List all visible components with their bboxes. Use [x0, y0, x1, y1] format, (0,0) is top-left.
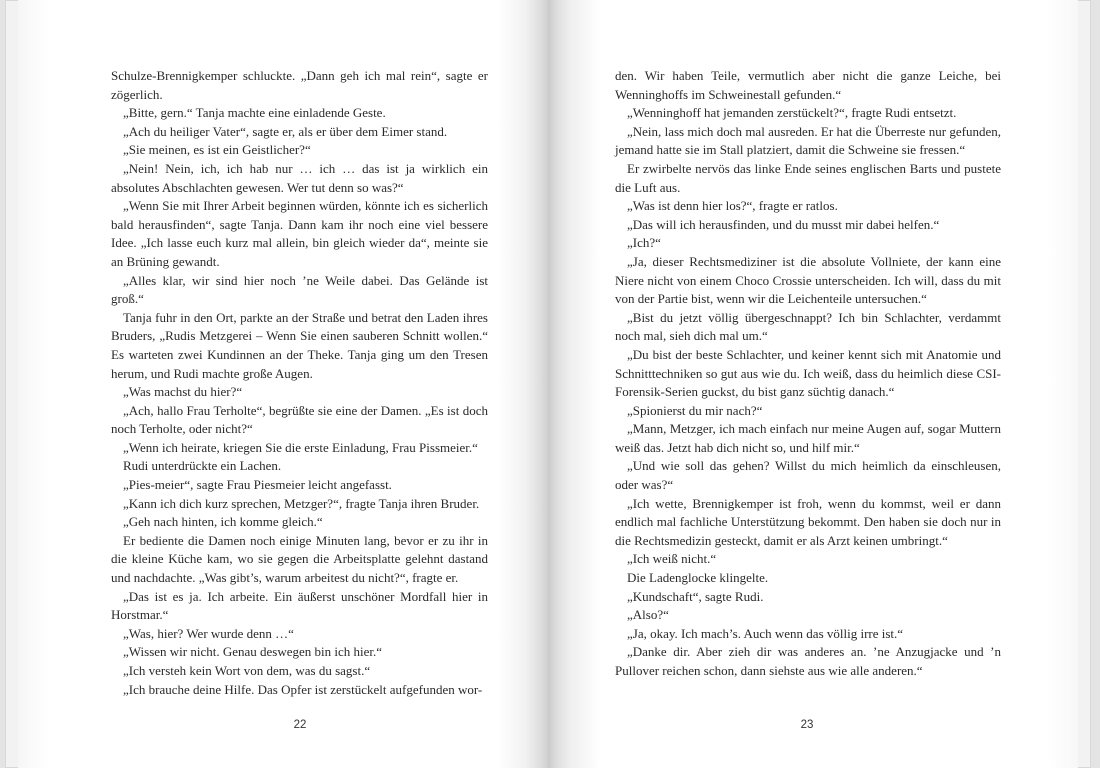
paragraph: „Ich wette, Brennigkemper ist froh, wenn du kommst, weil er dann endlich mal fachliche Unterstützung bekommt. Den haben sie doch nur in die Rechtsmedizin gesteckt, damit er als Arzt keinen umbringt.“	[615, 495, 1001, 548]
page-number: 22	[293, 719, 307, 731]
paragraph: „Ich versteh kein Wort von dem, was du sagst.“	[123, 663, 371, 678]
paragraph: „Ach, hallo Frau Terholte“, begrüßte sie eine der Damen. „Es ist doch noch Terholte, oder nicht?“	[111, 402, 488, 437]
left-page	[18, 0, 548, 768]
paragraph: Schulze-Brennigkemper schluckte. „Dann geh ich mal rein“, sagte er zögerlich.	[111, 68, 488, 102]
paragraph: „Pies-meier“, sagte Frau Piesmeier leicht angefasst.	[123, 477, 392, 493]
paragraph: den. Wir haben Teile, vermutlich aber nicht die ganze Leiche, bei Wenninghoffs im Schweinestall gefunden.“	[615, 68, 1001, 102]
paragraph: „Nein, lass mich doch mal ausreden. Er hat die Überreste nur gefunden, jemand hatte sie im Stall platziert, damit die Schweine sie fressen.“	[615, 123, 1001, 158]
paragraph: „Ich?“	[627, 235, 661, 251]
paragraph: „Ja, okay. Ich mach’s. Auch wenn das völlig irre ist.“	[627, 625, 904, 641]
paragraph: „Nein! Nein, ich, ich hab nur … ich … das ist ja wirklich ein absolutes Abschlachten gewesen. Wer tut denn so was?“	[111, 160, 488, 195]
paragraph: „Also?“	[627, 607, 669, 623]
paragraph: „Das will ich herausfinden, und du musst mir dabei helfen.“	[627, 216, 940, 232]
paragraph: „Und wie soll das gehen? Willst du mich heimlich da einschleusen, oder was?“	[615, 458, 1001, 493]
left-page-text	[111, 67, 488, 699]
paragraph: Er zwirbelte nervös das linke Ende seines englischen Barts und pustete die Luft aus.	[615, 160, 1001, 195]
paragraph: „Ich brauche deine Hilfe. Das Opfer ist zerstückelt aufgefunden wor-	[123, 681, 483, 697]
paragraph: „Wissen wir nicht. Genau deswegen bin ich hier.“	[123, 644, 383, 660]
paragraph: „Ach du heiliger Vater“, sagte er, als er über dem Eimer stand.	[123, 123, 448, 139]
paragraph: „Geh nach hinten, ich komme gleich.“	[123, 514, 323, 530]
paragraph: „Wenn ich heirate, kriegen Sie die erste Einladung, Frau Pissmeier.“	[123, 439, 478, 455]
paragraph: „Was, hier? Wer wurde denn …“	[123, 625, 294, 641]
paragraph: „Alles klar, wir sind hier noch ’ne Weile dabei. Das Gelände ist groß.“	[111, 272, 488, 307]
paragraph: „Danke dir. Aber zieh dir was anderes an. ’ne Anzugjacke und ’n Pullover reichen schon, dann siehste aus wie alle anderen.“	[615, 644, 1001, 678]
paragraph: „Spionierst du mir nach?“	[627, 402, 763, 418]
page-number: 23	[800, 719, 814, 731]
paragraph: „Kann ich dich kurz sprechen, Metzger?“, fragte Tanja ihren Bruder.	[123, 495, 480, 511]
right-page-text	[615, 67, 1001, 681]
paragraph: Die Ladenglocke klingelte.	[627, 570, 769, 586]
paragraph: „Wenn Sie mit Ihrer Arbeit beginnen würden, könnte ich es sicherlich bald herausfinden“, sagte Tanja. Dann kam ihr noch eine viel bessere Idee. „Ich lasse euch kurz mal allein, bin gleich wieder da“, meinte sie an Brüning gewandt.	[111, 198, 488, 269]
paragraph: „Ja, dieser Rechtsmediziner ist die absolute Vollniete, der kann eine Niere nicht von einem Choco Crossie unterscheiden. Ich will, dass du mit von der Partie bist, wenn wir die Leichenteile untersuchen.“	[615, 253, 1001, 307]
paragraph: „Bist du jetzt völlig übergeschnappt? Ich bin Schlachter, verdammt noch mal, sieh dich mal um.“	[615, 309, 1001, 344]
paragraph: Rudi unterdrückte ein Lachen.	[123, 458, 282, 474]
paragraph: „Was ist denn hier los?“, fragte er ratlos.	[627, 198, 838, 214]
paragraph: „Mann, Metzger, ich mach einfach nur meine Augen auf, sogar Muttern weiß das. Jetzt hab dich nicht so, und hilf mir.“	[615, 421, 1001, 455]
paragraph: „Sie meinen, es ist ein Geistlicher?“	[123, 142, 311, 158]
paragraph: „Du bist der beste Schlachter, und keiner kennt sich mit Anatomie und Schnitttechniken so gut aus wie du. Ich weiß, dass du heimlich diese CSI-Forensik-Serien guckst, du bist ganz süchtig danach.“	[615, 346, 1001, 400]
paragraph: „Wenninghoff hat jemanden zerstückelt?“, fragte Rudi entsetzt.	[627, 105, 957, 121]
paragraph: „Was machst du hier?“	[123, 384, 243, 400]
right-page	[548, 0, 1078, 768]
paragraph: Tanja fuhr in den Ort, parkte an der Straße und betrat den Laden ihres Bruders, „Rudis Metzgerei – Wenn Sie einen sauberen Schnitt wollen.“ Es warteten zwei Kundinnen an der Theke. Tanja ging um den Tresen herum, und Rudi machte große Augen.	[111, 309, 488, 381]
open-book	[5, 0, 1091, 768]
paragraph: „Ich weiß nicht.“	[627, 551, 717, 567]
paragraph: „Kundschaft“, sagte Rudi.	[627, 588, 764, 604]
paragraph: „Das ist es ja. Ich arbeite. Ein äußerst unschöner Mordfall hier in Horstmar.“	[111, 588, 488, 623]
paragraph: Er bediente die Damen noch einige Minuten lang, bevor er zu ihr in die kleine Küche kam, wo sie gegen die Arbeitsplatte gelehnt dastand und nachdachte. „Was gibt’s, warum arbeitest du nicht?“, fragte er.	[111, 532, 488, 586]
paragraph: „Bitte, gern.“ Tanja machte eine einladende Geste.	[123, 105, 386, 121]
